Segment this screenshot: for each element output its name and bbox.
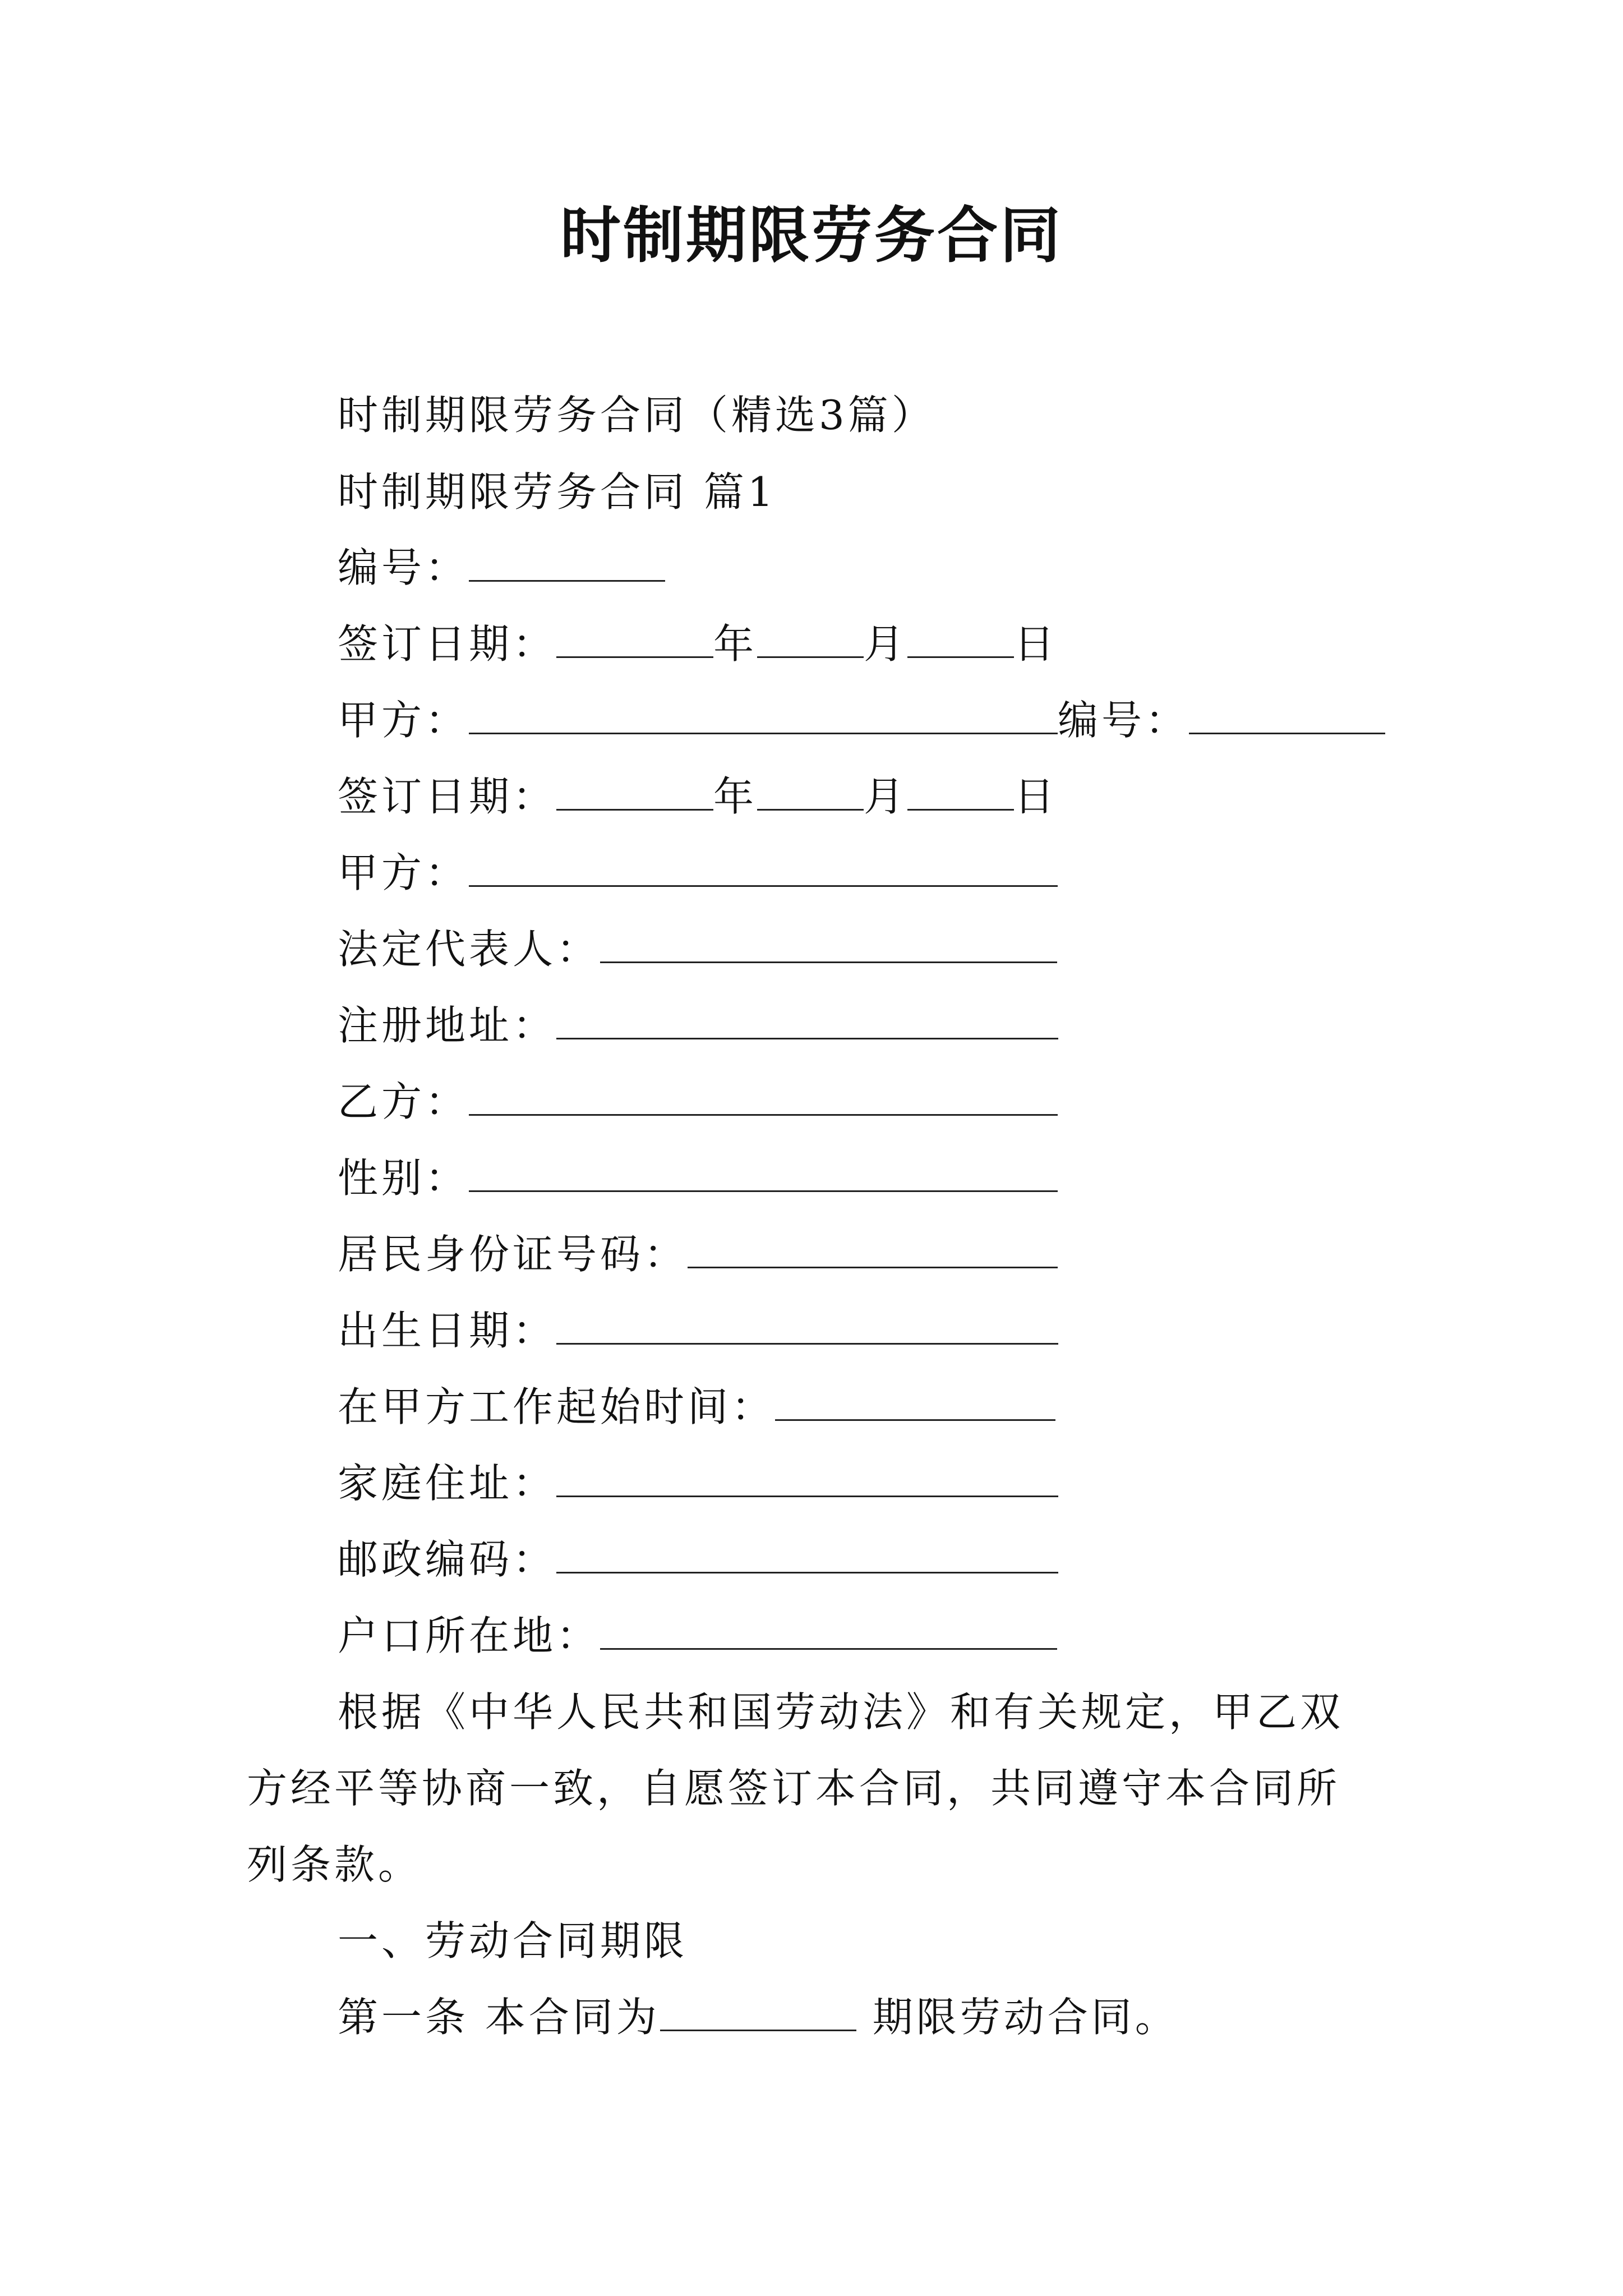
start-time-row: [338, 1379, 1055, 1435]
document-title: 时制期限劳务合同: [560, 200, 1063, 271]
article-one-suffix: 期限劳动合同。: [856, 1994, 1179, 2041]
month-label-2: 月: [864, 773, 908, 820]
day-label: 日: [1014, 620, 1058, 668]
birth-row: [338, 1303, 1058, 1359]
start-time-label: 在甲方工作起始时间：: [338, 1383, 776, 1430]
sign-day-blank-2[interactable]: [907, 774, 1014, 811]
postcode-blank[interactable]: [556, 1537, 1058, 1573]
postcode-row: [338, 1531, 1058, 1588]
chapter-one-heading: 一、劳动合同期限: [338, 1917, 688, 1964]
id-row: [338, 1226, 1058, 1282]
section-heading: 时制期限劳务合同 篇1: [338, 468, 777, 516]
sign-day-blank[interactable]: [907, 622, 1014, 658]
birth-blank[interactable]: [556, 1308, 1058, 1345]
number-blank-inline[interactable]: [1189, 698, 1385, 734]
article-one-prefix: 第一条 本合同为: [338, 1994, 660, 2041]
hukou-label: 户口所在地：: [338, 1612, 601, 1659]
sign-month-blank[interactable]: [757, 622, 864, 658]
home-address-row: [338, 1455, 1058, 1511]
reg-address-blank[interactable]: [556, 1003, 1058, 1039]
party-a-blank-2[interactable]: [469, 850, 1058, 887]
sign-year-blank[interactable]: [556, 622, 713, 658]
legal-rep-blank[interactable]: [600, 927, 1057, 963]
year-label-2: 年: [713, 773, 758, 820]
year-label: 年: [713, 620, 758, 668]
sign-month-blank-2[interactable]: [757, 774, 864, 811]
number-label-inline: 编号：: [1058, 697, 1189, 744]
start-time-blank[interactable]: [775, 1384, 1055, 1421]
number-row: [338, 540, 665, 596]
postcode-label: 邮政编码：: [338, 1536, 557, 1583]
day-label-2: 日: [1014, 773, 1058, 820]
party-a-blank[interactable]: [469, 698, 1058, 734]
party-a-row: [338, 845, 1058, 901]
party-b-blank[interactable]: [469, 1079, 1058, 1116]
gender-label: 性别：: [338, 1154, 469, 1202]
home-address-label: 家庭住址：: [338, 1460, 557, 1507]
sign-date-row-2: [338, 769, 1058, 825]
sign-date-label-2: 签订日期：: [338, 773, 557, 820]
hukou-row: [338, 1608, 1057, 1664]
subtitle-line: 时制期限劳务合同（精选3篇）: [338, 392, 935, 439]
id-blank[interactable]: [688, 1232, 1058, 1268]
party-b-label: 乙方：: [338, 1078, 469, 1125]
party-a-label: 甲方：: [338, 697, 469, 744]
party-b-row: [338, 1074, 1058, 1130]
number-label: 编号：: [338, 544, 469, 591]
id-label: 居民身份证号码：: [338, 1231, 688, 1278]
sign-year-blank-2[interactable]: [556, 774, 713, 811]
home-address-blank[interactable]: [556, 1461, 1058, 1497]
intro-paragraph: 根据《中华人民共和国劳动法》和有关规定，甲乙双方经平等协商一致，自愿签订本合同，共同遵守本合同所列条款。: [247, 1688, 1344, 1888]
legal-rep-row: [338, 921, 1057, 977]
hukou-blank[interactable]: [600, 1613, 1057, 1650]
gender-row: [338, 1150, 1058, 1206]
reg-address-row: [338, 997, 1058, 1053]
gender-blank[interactable]: [469, 1156, 1058, 1192]
birth-label: 出生日期：: [338, 1307, 557, 1354]
party-a-number-row: [338, 692, 1385, 748]
number-blank[interactable]: [469, 545, 665, 582]
sign-date-label: 签订日期：: [338, 620, 557, 668]
sign-date-row: [338, 616, 1058, 672]
article-one-blank[interactable]: [660, 1995, 856, 2031]
article-one-row: [338, 1989, 1179, 2045]
legal-rep-label: 法定代表人：: [338, 926, 601, 973]
party-a-label-2: 甲方：: [338, 849, 469, 896]
month-label: 月: [864, 620, 908, 668]
reg-address-label: 注册地址：: [338, 1002, 557, 1049]
